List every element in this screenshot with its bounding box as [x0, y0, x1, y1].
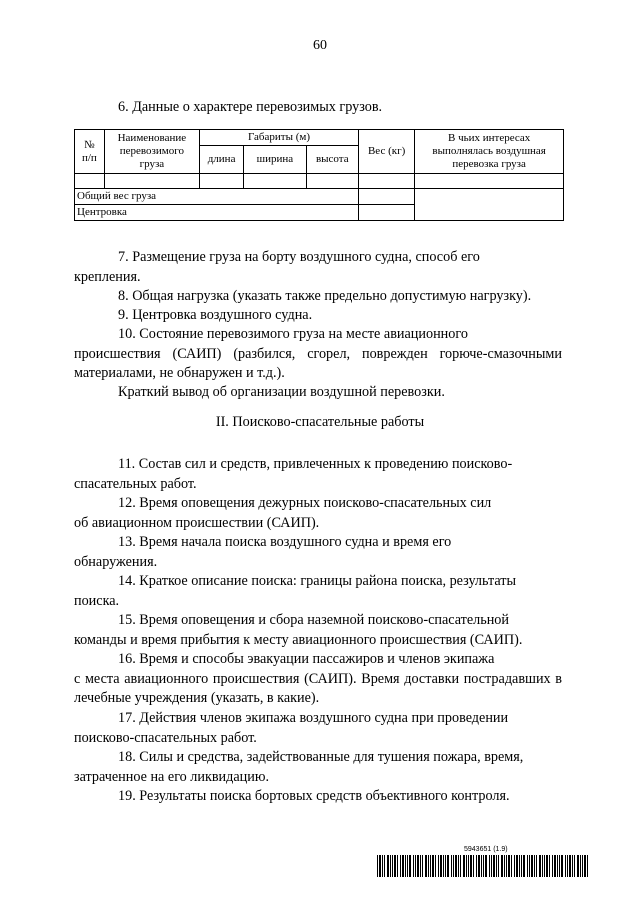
- barcode-bar: [587, 855, 588, 877]
- barcode-bar: [529, 855, 530, 877]
- barcode: [377, 855, 589, 877]
- barcode-bar: [516, 855, 518, 877]
- row-balance: Центровка: [75, 205, 359, 221]
- barcode-bar: [584, 855, 586, 877]
- table-cell: [358, 205, 414, 221]
- barcode-bar: [466, 855, 467, 877]
- barcode-bar: [397, 855, 398, 877]
- barcode-bar: [527, 855, 528, 877]
- col-no-header: № п/п: [75, 130, 105, 174]
- table-cell: [358, 174, 414, 189]
- barcode-bar: [483, 855, 484, 877]
- barcode-bar: [400, 855, 401, 877]
- section2-heading: II. Поисково-спасательные работы: [215, 414, 425, 430]
- barcode-bar: [521, 855, 522, 877]
- item-8: 8. Общая нагрузка (указать также предельно допустимую нагрузку).: [118, 288, 532, 304]
- barcode-bar: [415, 855, 416, 877]
- barcode-bar: [382, 855, 383, 877]
- barcode-bar: [463, 855, 465, 877]
- item-19: 19. Результаты поиска бортовых средств объективного контроля.: [118, 788, 510, 804]
- item-15: 15. Время оповещения и сбора наземной поисково-спасательной команды и время прибытия к месту авиационного происшествия (САИП).: [74, 612, 523, 648]
- barcode-bar: [501, 855, 503, 877]
- col-height-header: высота: [306, 146, 358, 174]
- barcode-bar: [511, 855, 512, 877]
- barcode-bar: [468, 855, 469, 877]
- barcode-bar: [549, 855, 550, 877]
- barcode-bar: [508, 855, 510, 877]
- cargo-table: [74, 129, 564, 221]
- barcode-bar: [519, 855, 520, 877]
- table-cell: [200, 174, 244, 189]
- barcode-bar: [430, 855, 431, 877]
- barcode-bar: [445, 855, 446, 877]
- table-cell: [306, 174, 358, 189]
- barcode-bar: [453, 855, 454, 877]
- barcode-bar: [504, 855, 505, 877]
- item-7: 7. Размещение груза на борту воздушного судна, способ его крепления.: [74, 249, 480, 285]
- barcode-bar: [542, 855, 543, 877]
- item-13: 13. Время начала поиска воздушного судна и время его обнаружения.: [74, 534, 452, 570]
- col-interest-header: В чьих интересах выполнялась воздушная перевозка груза: [415, 130, 564, 174]
- table-cell: [75, 174, 105, 189]
- barcode-bar: [384, 855, 385, 877]
- barcode-bar: [476, 855, 477, 877]
- barcode-bar: [498, 855, 499, 877]
- table-cell: [104, 174, 199, 189]
- barcode-bar: [440, 855, 442, 877]
- barcode-bar: [392, 855, 393, 877]
- barcode-bar: [536, 855, 537, 877]
- item-16: 16. Время и способы эвакуации пассажиров и членов экипажа с места авиационного происшествия (САИП). Время доставки пострадавших в лечебные учреждения (указать, в какие).: [74, 651, 562, 707]
- barcode-bar: [451, 855, 452, 877]
- item-17: 17. Действия членов экипажа воздушного судна при проведении поисково-спасательных работ.: [74, 710, 509, 746]
- barcode-bar: [428, 855, 429, 877]
- barcode-bar: [379, 855, 381, 877]
- barcode-bar: [420, 855, 421, 877]
- col-weight-header: Вес (кг): [358, 130, 414, 174]
- barcode-bar: [539, 855, 541, 877]
- barcode-bar: [496, 855, 497, 877]
- barcode-bar: [491, 855, 492, 877]
- col-dims-header: Габариты (м): [200, 130, 359, 146]
- barcode-bar: [407, 855, 408, 877]
- barcode-bar: [514, 855, 515, 877]
- table-row: [75, 174, 564, 189]
- barcode-bar: [506, 855, 507, 877]
- barcode-bar: [387, 855, 389, 877]
- item-12: 12. Время оповещения дежурных поисково-спасательных сил об авиационном происшествии (САИП).: [74, 495, 492, 531]
- barcode-bar: [557, 855, 558, 877]
- barcode-bar: [377, 855, 378, 877]
- col-width-header: ширина: [244, 146, 307, 174]
- barcode-bar: [569, 855, 571, 877]
- barcode-bar: [432, 855, 434, 877]
- table-cell: [244, 174, 307, 189]
- table-cell: [415, 189, 564, 221]
- barcode-bar: [422, 855, 423, 877]
- barcode-bar: [561, 855, 563, 877]
- item-9: 9. Центровка воздушного судна.: [118, 307, 313, 323]
- barcode-bar: [567, 855, 568, 877]
- item-18: 18. Силы и средства, задействованные для тушения пожара, время, затраченное на его ликвидацию.: [74, 749, 524, 785]
- barcode-bar: [402, 855, 404, 877]
- barcode-bar: [417, 855, 419, 877]
- barcode-bar: [443, 855, 444, 877]
- barcode-bar: [460, 855, 461, 877]
- barcode-bar: [552, 855, 553, 877]
- barcode-bar: [531, 855, 533, 877]
- barcode-bar: [554, 855, 556, 877]
- barcode-number: 5943651 (1.9): [464, 846, 508, 853]
- barcode-bar: [572, 855, 573, 877]
- barcode-bar: [485, 855, 487, 877]
- barcode-bar: [390, 855, 391, 877]
- col-name-header: Наименование перевозимого груза: [104, 130, 199, 174]
- barcode-bar: [413, 855, 414, 877]
- barcode-bar: [425, 855, 427, 877]
- barcode-bar: [447, 855, 449, 877]
- barcode-bar: [481, 855, 482, 877]
- barcode-bar: [489, 855, 490, 877]
- barcode-bar: [394, 855, 396, 877]
- barcode-bar: [478, 855, 480, 877]
- barcode-bar: [493, 855, 495, 877]
- barcode-bar: [405, 855, 406, 877]
- section6-title: 6. Данные о характере перевозимых грузов.: [118, 99, 383, 115]
- barcode-bar: [470, 855, 472, 877]
- item-11: 11. Состав сил и средств, привлеченных к проведению поисково- спасательных работ.: [74, 456, 513, 492]
- row-total-weight: Общий вес груза: [75, 189, 359, 205]
- barcode-bar: [580, 855, 581, 877]
- barcode-bar: [435, 855, 436, 877]
- barcode-bar: [455, 855, 457, 877]
- barcode-bar: [409, 855, 411, 877]
- barcode-bar: [473, 855, 474, 877]
- barcode-bar: [534, 855, 535, 877]
- barcode-bar: [565, 855, 566, 877]
- barcode-bar: [577, 855, 579, 877]
- page-number: 60: [313, 38, 327, 53]
- barcode-bar: [546, 855, 548, 877]
- item-14: 14. Краткое описание поиска: границы района поиска, результаты поиска.: [74, 573, 516, 609]
- item-10: 10. Состояние перевозимого груза на месте авиационного происшествия (САИП) (разбился, сгорел, поврежден горюче-смазочными материалами, не обнаружен и т.д.).: [74, 326, 562, 382]
- table-cell: [358, 189, 414, 205]
- barcode-bar: [574, 855, 575, 877]
- barcode-bar: [523, 855, 525, 877]
- col-length-header: длина: [200, 146, 244, 174]
- table-cell: [415, 174, 564, 189]
- barcode-bar: [438, 855, 439, 877]
- summary-line: Краткий вывод об организации воздушной перевозки.: [118, 384, 445, 400]
- barcode-bar: [559, 855, 560, 877]
- barcode-bar: [544, 855, 545, 877]
- barcode-bar: [582, 855, 583, 877]
- table-row: [75, 189, 564, 205]
- barcode-bar: [458, 855, 459, 877]
